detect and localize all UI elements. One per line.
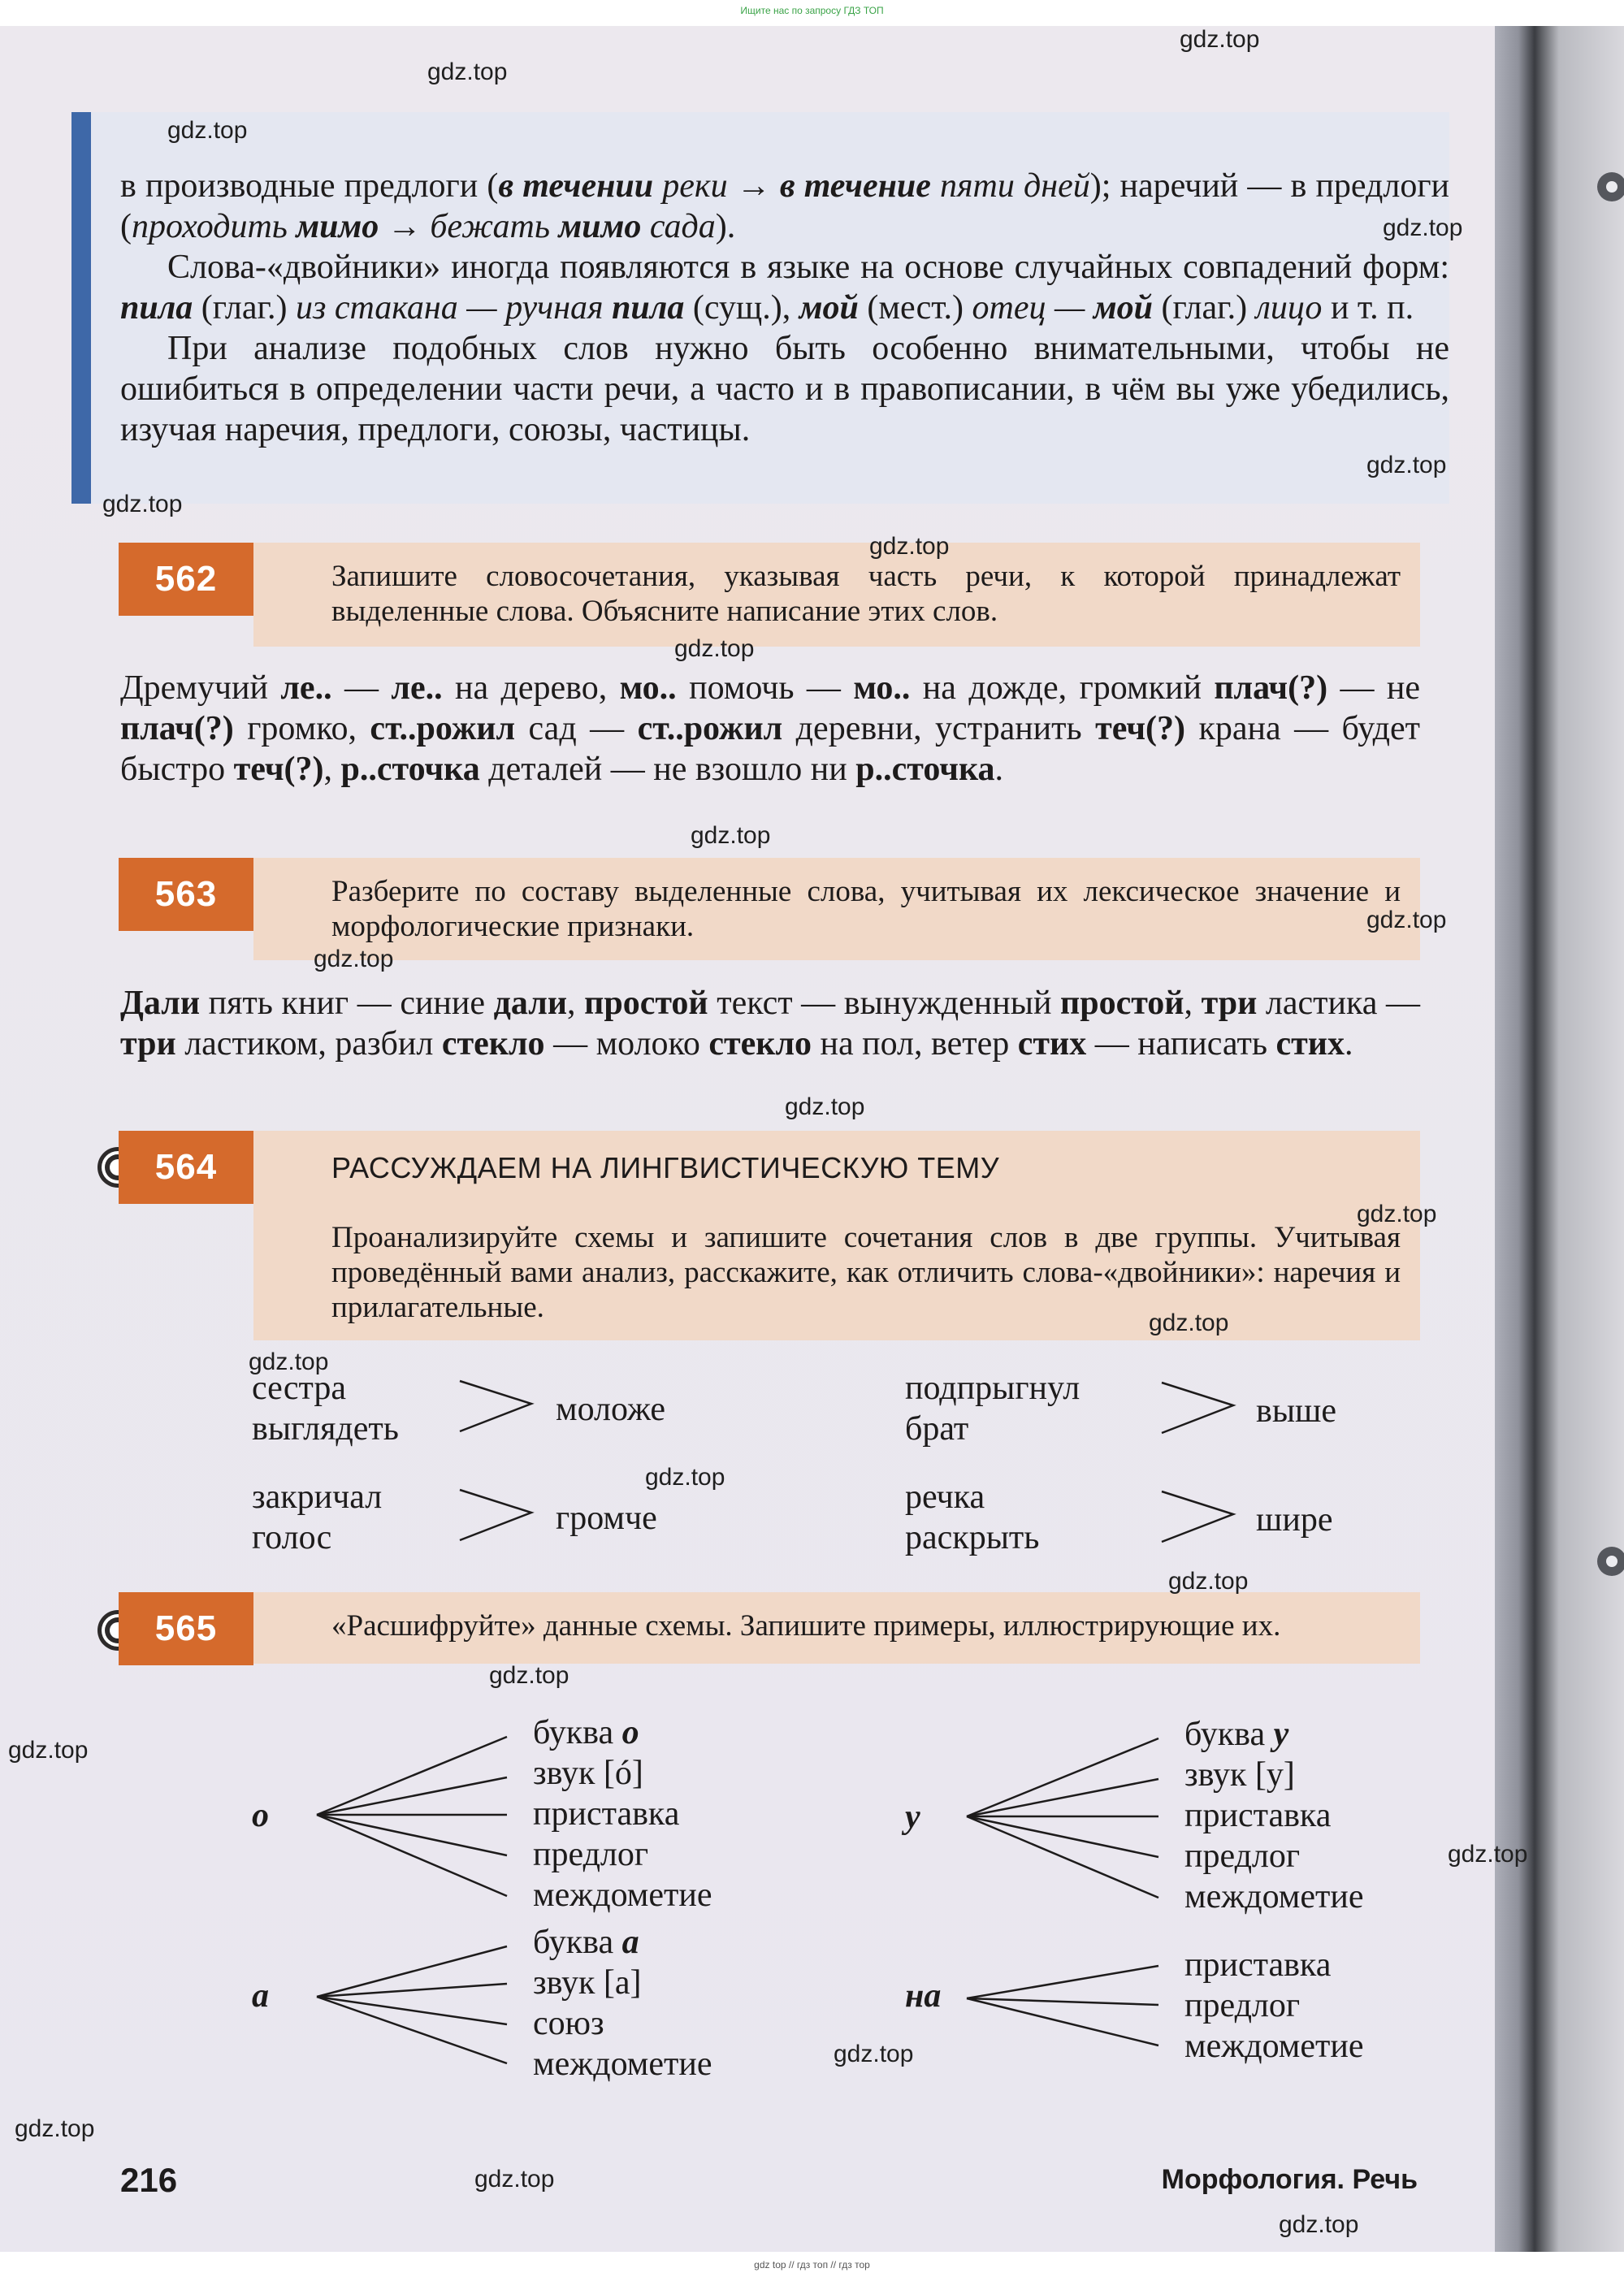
text-segment: крана — будет быстро (120, 710, 1420, 788)
text-segment: деталей — не взошло ни (479, 751, 856, 788)
text-segment: звук [ó] (533, 1755, 643, 1792)
text-segment: громко, (233, 710, 370, 747)
text-segment: ст..рожил (370, 710, 516, 747)
text-segment: теч(?) (1095, 710, 1186, 747)
text-segment: р..сточка (340, 751, 480, 788)
text-segment: приставка (1184, 1797, 1332, 1834)
scheme-565-root-a: а (252, 1977, 269, 2015)
scheme-word: брат (905, 1410, 969, 1448)
text-segment: мо.. (853, 669, 911, 707)
scheme-564-4-right: шире (1256, 1501, 1333, 1539)
text-segment: → (379, 208, 431, 245)
watermark: gdz.top (785, 1093, 865, 1120)
watermark: gdz.top (869, 533, 950, 560)
text-segment: пяти дней (930, 167, 1090, 205)
text-segment: (глаг.) (1152, 289, 1256, 327)
watermark: gdz.top (249, 1348, 329, 1375)
scheme-word: закричал (252, 1478, 383, 1516)
text-segment: р..сточка (855, 751, 995, 788)
text-segment: пять книг — синие (200, 985, 494, 1022)
watermark: gdz.top (1366, 907, 1447, 933)
task-number-563: 563 (119, 858, 253, 931)
task-number-564: 564 (119, 1131, 253, 1204)
text-segment: мо.. (619, 669, 677, 707)
scheme-564-2-right: выше (1256, 1392, 1337, 1430)
watermark: gdz.top (1168, 1568, 1249, 1595)
text-segment: союз (533, 2005, 604, 2042)
watermark: gdz.top (1383, 214, 1463, 241)
task-heading-text-564: РАССУЖДАЕМ НА ЛИНГВИСТИЧЕСКУЮ ТЕМУ (331, 1151, 1000, 1184)
text-segment: пила (612, 289, 685, 327)
task-text-563: Разберите по составу выделенные слова, учитывая их лексическое значение и морфологические признаки. (331, 875, 1401, 943)
watermark: gdz.top (1366, 452, 1447, 478)
text-segment: дали (493, 985, 568, 1022)
text-segment: междометие (533, 1877, 712, 1914)
text-segment: междометие (533, 2045, 712, 2083)
text-segment: а (621, 1924, 639, 1961)
scheme-word: речка (905, 1478, 985, 1516)
scheme-564-1-right: моложе (556, 1391, 666, 1428)
text-segment: проходить (132, 208, 297, 245)
text-segment: приставка (533, 1795, 680, 1833)
text-segment: мой (799, 289, 859, 327)
watermark: gdz.top (167, 117, 248, 144)
theory-paragraph-3: При анализе подобных слов нужно быть особенно внимательными, чтобы не ошибиться в определении части речи, а часто и в правописании, в чём вы уже убедились, изучая наречия, предлоги, союзы, частицы. (120, 330, 1449, 448)
text-segment: ле.. (391, 669, 443, 707)
text-segment: предлог (1184, 1838, 1301, 1875)
scheme-565-root-na: на (905, 1977, 942, 2015)
text-segment: о (621, 1714, 639, 1751)
watermark: gdz.top (674, 635, 755, 662)
watermark: gdz.top (1448, 1841, 1528, 1868)
text-segment: , (567, 985, 585, 1022)
text-segment: простой (1060, 985, 1184, 1022)
scheme-565-root-o: о (252, 1797, 269, 1834)
watermark: gdz.top (314, 946, 394, 972)
task-text-565: «Расшифруйте» данные схемы. Запишите примеры, иллюстрирующие их. (331, 1609, 1281, 1643)
text-segment: (глаг.) (193, 289, 296, 327)
text-segment: стекло (441, 1025, 545, 1063)
text-segment: Дали (120, 985, 201, 1022)
watermark: gdz.top (645, 1464, 725, 1491)
scheme-word: сестра (252, 1370, 346, 1407)
text-segment: мимо (296, 208, 379, 245)
text-segment: → (727, 167, 780, 205)
text-segment: ). (715, 208, 736, 245)
text-segment: плач(?) (120, 710, 234, 747)
text-segment: плач(?) (1214, 669, 1328, 707)
watermark: gdz.top (1180, 26, 1260, 53)
text-segment: из стакана — ручная (295, 289, 613, 327)
text-segment: — не (1327, 669, 1421, 707)
scheme-word: раскрыть (905, 1519, 1040, 1556)
task-number-562: 562 (119, 543, 253, 616)
task-number-565: 565 (119, 1592, 253, 1665)
text-segment: — молоко (544, 1025, 709, 1063)
text-segment: звук [у] (1184, 1756, 1295, 1794)
text-segment: лицо (1255, 289, 1323, 327)
watermark: gdz.top (474, 2166, 555, 2193)
text-segment: (мест.) (858, 289, 972, 327)
text-segment: стих (1017, 1025, 1087, 1063)
text-segment: у (1273, 1716, 1289, 1753)
text-segment: мимо (558, 208, 642, 245)
text-segment: ластика — (1257, 985, 1421, 1022)
text-segment: приставка (1184, 1946, 1332, 1984)
text-segment: междометие (1184, 1878, 1364, 1916)
watermark: gdz.top (489, 1662, 569, 1689)
text-segment: на пол, ветер (812, 1025, 1018, 1063)
text-segment: , (323, 751, 341, 788)
text-segment: Дремучий (120, 669, 281, 707)
text-segment: в течение (779, 167, 931, 205)
text-segment: (сущ.), (684, 289, 799, 327)
scheme-word: голос (252, 1519, 332, 1556)
text-segment: три (1201, 985, 1258, 1022)
text-segment: ле.. (280, 669, 332, 707)
text-segment: сада (641, 208, 716, 245)
page-number: 216 (120, 2161, 178, 2199)
text-segment: и т. п. (1322, 289, 1414, 327)
text-segment: мой (1093, 289, 1153, 327)
text-segment: стекло (708, 1025, 812, 1063)
text-segment: простой (584, 985, 708, 1022)
text-segment: ластиком, разбил (175, 1025, 442, 1063)
text-segment: три (120, 1025, 176, 1063)
watermark: gdz.top (1357, 1201, 1437, 1227)
text-segment: теч(?) (233, 751, 324, 788)
text-segment: , (1184, 985, 1202, 1022)
text-segment: помочь — (676, 669, 854, 707)
watermark: gdz.top (1279, 2211, 1359, 2238)
text-segment: в производные предлоги ( (120, 167, 499, 205)
text-segment: ); наречий — в предлоги ( (120, 167, 1450, 245)
scheme-word: выглядеть (252, 1410, 399, 1448)
watermark: gdz.top (15, 2115, 95, 2142)
text-segment: Слова-«двойники» иногда появляются в языке на основе случайных совпадений форм: (167, 249, 1449, 286)
watermark: gdz.top (691, 822, 771, 849)
text-segment: текст — вынужденный (708, 985, 1061, 1022)
text-segment: сад — (515, 710, 638, 747)
text-segment: стих (1275, 1025, 1345, 1063)
watermark: gdz.top (834, 2041, 914, 2067)
text-segment: пила (120, 289, 193, 327)
text-segment: . (994, 751, 1004, 788)
text-segment: буква (533, 1714, 622, 1751)
text-segment: реки (662, 167, 728, 205)
text-segment: звук [а] (533, 1964, 642, 2002)
text-segment: на дерево, (442, 669, 620, 707)
text-segment: на дожде, громкий (910, 669, 1215, 707)
text-segment: буква (533, 1924, 622, 1961)
scheme-word: подпрыгнул (905, 1370, 1081, 1407)
watermark: gdz.top (8, 1737, 89, 1764)
section-title: Морфология. Речь (1161, 2164, 1418, 2195)
bottom-ad-strip (0, 2252, 1624, 2277)
scheme-564-3-right: громче (556, 1500, 657, 1537)
text-segment: отец — (972, 289, 1093, 327)
scheme-565-root-u: у (905, 1799, 920, 1836)
task-text-562: Запишите словосочетания, указывая часть речи, к которой принадлежат выделенные слова. Объясните написание этих слов. (331, 560, 1401, 628)
bottom-ad-text: gdz top // гдз топ // гдз тор (754, 2259, 870, 2271)
text-segment: деревни, устранить (782, 710, 1096, 747)
text-segment: — написать (1086, 1025, 1276, 1063)
watermark: gdz.top (102, 491, 183, 517)
task-text-564: Проанализируйте схемы и запишите сочетания слов в две группы. Учитывая проведённый вами анализ, расскажите, как отличить слова-«двойники»: наречия и прилагательные. (331, 1221, 1401, 1324)
watermark: gdz.top (1149, 1309, 1229, 1336)
text-segment: предлог (533, 1836, 649, 1873)
text-segment: буква (1184, 1716, 1274, 1753)
watermark: gdz.top (427, 58, 508, 85)
text-segment: в течении (498, 167, 654, 205)
top-ad-text: Ищите нас по запросу ГДЗ ТОП (740, 5, 884, 16)
binder-hole-icon (1597, 1547, 1624, 1576)
text-segment: ст..рожил (637, 710, 783, 747)
text-segment: — (331, 669, 392, 707)
text-segment: междометие (1184, 2028, 1364, 2065)
text-segment: . (1344, 1025, 1353, 1063)
text-segment: бежать (430, 208, 559, 245)
text-segment: предлог (1184, 1987, 1301, 2024)
binder-hole-icon (1597, 172, 1624, 201)
